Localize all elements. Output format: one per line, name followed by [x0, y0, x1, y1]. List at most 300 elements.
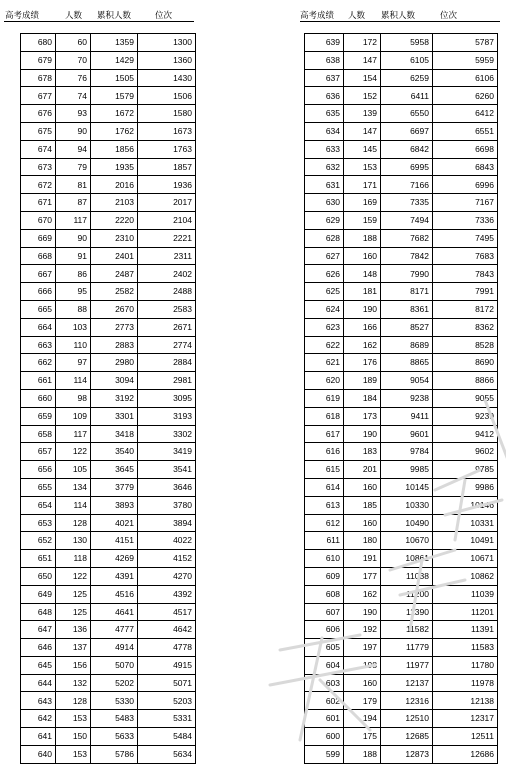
left-table-row: [21, 300, 196, 318]
score-cell: 663: [21, 336, 56, 354]
count-cell: 90: [56, 229, 91, 247]
score-cell: 631: [305, 176, 344, 194]
left-header-cumulative: 累积人数: [97, 11, 132, 21]
count-cell: 160: [344, 674, 381, 692]
count-cell: 190: [344, 300, 381, 318]
cumulative-cell: 1579: [91, 87, 138, 105]
rank-cell: 6843: [433, 158, 498, 176]
rank-cell: 1580: [138, 105, 196, 123]
left-table-row: [21, 105, 196, 123]
count-cell: 137: [56, 639, 91, 657]
rank-cell: 4392: [138, 585, 196, 603]
score-cell: 660: [21, 389, 56, 407]
right-table-row: [305, 265, 498, 283]
score-cell: 633: [305, 140, 344, 158]
score-cell: 645: [21, 656, 56, 674]
rank-cell: 2104: [138, 211, 196, 229]
score-cell: 628: [305, 229, 344, 247]
count-cell: 150: [56, 728, 91, 746]
count-cell: 181: [344, 283, 381, 301]
cumulative-cell: 5786: [91, 745, 138, 763]
rank-cell: 1506: [138, 87, 196, 105]
cumulative-cell: 2670: [91, 300, 138, 318]
right-table-row: [305, 389, 498, 407]
cumulative-cell: 3893: [91, 496, 138, 514]
score-cell: 643: [21, 692, 56, 710]
cumulative-cell: 2220: [91, 211, 138, 229]
rank-cell: 2488: [138, 283, 196, 301]
cumulative-cell: 6550: [381, 105, 433, 123]
rank-cell: 4517: [138, 603, 196, 621]
cumulative-cell: 10490: [381, 514, 433, 532]
score-cell: 666: [21, 283, 56, 301]
rank-cell: 1430: [138, 69, 196, 87]
score-cell: 615: [305, 461, 344, 479]
score-cell: 601: [305, 710, 344, 728]
rank-cell: 11583: [433, 639, 498, 657]
count-cell: 152: [344, 87, 381, 105]
left-table-row: [21, 158, 196, 176]
left-table-row: [21, 229, 196, 247]
rank-cell: 11201: [433, 603, 498, 621]
rank-cell: 1857: [138, 158, 196, 176]
cumulative-cell: 7335: [381, 194, 433, 212]
rank-cell: 3780: [138, 496, 196, 514]
cumulative-cell: 5483: [91, 710, 138, 728]
rank-cell: 10862: [433, 567, 498, 585]
cumulative-cell: 3301: [91, 407, 138, 425]
score-cell: 617: [305, 425, 344, 443]
rank-cell: 7843: [433, 265, 498, 283]
cumulative-cell: 1856: [91, 140, 138, 158]
count-cell: 171: [344, 176, 381, 194]
rank-cell: 9239: [433, 407, 498, 425]
right-header-score: 高考成绩: [300, 11, 335, 21]
left-table-row: [21, 194, 196, 212]
score-cell: 627: [305, 247, 344, 265]
cumulative-cell: 2016: [91, 176, 138, 194]
rank-cell: 12138: [433, 692, 498, 710]
rank-cell: 7336: [433, 211, 498, 229]
rank-cell: 2017: [138, 194, 196, 212]
rank-cell: 12317: [433, 710, 498, 728]
count-cell: 192: [344, 621, 381, 639]
left-header-score: 高考成绩: [5, 11, 40, 21]
score-cell: 675: [21, 122, 56, 140]
score-cell: 614: [305, 478, 344, 496]
rank-cell: 6412: [433, 105, 498, 123]
count-cell: 177: [344, 567, 381, 585]
count-cell: 183: [344, 443, 381, 461]
count-cell: 95: [56, 283, 91, 301]
rank-cell: 1300: [138, 34, 196, 52]
left-table-row: [21, 389, 196, 407]
left-table-row: [21, 211, 196, 229]
rank-cell: 2221: [138, 229, 196, 247]
right-table-row: [305, 621, 498, 639]
count-cell: 136: [56, 621, 91, 639]
count-cell: 128: [56, 692, 91, 710]
score-cell: 650: [21, 567, 56, 585]
rank-cell: 12686: [433, 745, 498, 763]
count-cell: 117: [56, 425, 91, 443]
score-cell: 667: [21, 265, 56, 283]
rank-cell: 7495: [433, 229, 498, 247]
score-cell: 606: [305, 621, 344, 639]
right-table-row: [305, 87, 498, 105]
score-cell: 647: [21, 621, 56, 639]
cumulative-cell: 5330: [91, 692, 138, 710]
count-cell: 201: [344, 461, 381, 479]
right-table-row: [305, 674, 498, 692]
rank-cell: 5484: [138, 728, 196, 746]
count-cell: 162: [344, 585, 381, 603]
rank-cell: 7683: [433, 247, 498, 265]
count-cell: 90: [56, 122, 91, 140]
score-cell: 621: [305, 354, 344, 372]
right-table-row: [305, 603, 498, 621]
right-table-row: [305, 176, 498, 194]
rank-cell: 2671: [138, 318, 196, 336]
rank-cell: 6551: [433, 122, 498, 140]
cumulative-cell: 4391: [91, 567, 138, 585]
cumulative-cell: 3540: [91, 443, 138, 461]
right-table-row: [305, 461, 498, 479]
cumulative-cell: 3192: [91, 389, 138, 407]
score-cell: 618: [305, 407, 344, 425]
cumulative-cell: 6697: [381, 122, 433, 140]
cumulative-cell: 3094: [91, 372, 138, 390]
right-table-row: [305, 122, 498, 140]
cumulative-cell: 8865: [381, 354, 433, 372]
score-cell: 673: [21, 158, 56, 176]
score-cell: 655: [21, 478, 56, 496]
count-cell: 130: [56, 532, 91, 550]
right-table-row: [305, 407, 498, 425]
left-table-row: [21, 674, 196, 692]
score-cell: 670: [21, 211, 56, 229]
cumulative-cell: 3418: [91, 425, 138, 443]
rank-cell: 9785: [433, 461, 498, 479]
cumulative-cell: 1935: [91, 158, 138, 176]
rank-cell: 10331: [433, 514, 498, 532]
count-cell: 191: [344, 550, 381, 568]
left-table-row: [21, 51, 196, 69]
count-cell: 184: [344, 389, 381, 407]
score-cell: 630: [305, 194, 344, 212]
cumulative-cell: 7494: [381, 211, 433, 229]
count-cell: 160: [344, 514, 381, 532]
cumulative-cell: 12510: [381, 710, 433, 728]
score-cell: 639: [305, 34, 344, 52]
right-table-row: [305, 69, 498, 87]
score-cell: 626: [305, 265, 344, 283]
rank-cell: 4642: [138, 621, 196, 639]
cumulative-cell: 7166: [381, 176, 433, 194]
right-table-row: [305, 443, 498, 461]
count-cell: 198: [344, 656, 381, 674]
rank-cell: 5634: [138, 745, 196, 763]
right-table-row: [305, 300, 498, 318]
rank-cell: 8866: [433, 372, 498, 390]
cumulative-cell: 2773: [91, 318, 138, 336]
count-cell: 132: [56, 674, 91, 692]
right-header-count: 人数: [348, 11, 366, 21]
cumulative-cell: 8527: [381, 318, 433, 336]
rank-cell: 6996: [433, 176, 498, 194]
count-cell: 197: [344, 639, 381, 657]
score-cell: 635: [305, 105, 344, 123]
score-cell: 679: [21, 51, 56, 69]
right-table-row: [305, 514, 498, 532]
count-cell: 110: [56, 336, 91, 354]
left-table-row: [21, 710, 196, 728]
cumulative-cell: 5070: [91, 656, 138, 674]
score-cell: 651: [21, 550, 56, 568]
right-table-row: [305, 585, 498, 603]
left-table-row: [21, 692, 196, 710]
right-table-row: [305, 656, 498, 674]
rank-cell: 2884: [138, 354, 196, 372]
score-cell: 654: [21, 496, 56, 514]
left-table-row: [21, 478, 196, 496]
right-table-row: [305, 372, 498, 390]
rank-cell: 5331: [138, 710, 196, 728]
right-table-row: [305, 51, 498, 69]
cumulative-cell: 11200: [381, 585, 433, 603]
rank-cell: 7991: [433, 283, 498, 301]
left-table-row: [21, 34, 196, 52]
count-cell: 86: [56, 265, 91, 283]
score-cell: 637: [305, 69, 344, 87]
cumulative-cell: 11038: [381, 567, 433, 585]
score-cell: 600: [305, 728, 344, 746]
count-cell: 105: [56, 461, 91, 479]
score-cell: 665: [21, 300, 56, 318]
score-cell: 605: [305, 639, 344, 657]
left-table-row: [21, 461, 196, 479]
score-cell: 664: [21, 318, 56, 336]
rank-cell: 6260: [433, 87, 498, 105]
left-table-row: [21, 639, 196, 657]
cumulative-cell: 3779: [91, 478, 138, 496]
score-cell: 622: [305, 336, 344, 354]
cumulative-cell: 6995: [381, 158, 433, 176]
score-cell: 658: [21, 425, 56, 443]
right-table-row: [305, 728, 498, 746]
count-cell: 148: [344, 265, 381, 283]
cumulative-cell: 11977: [381, 656, 433, 674]
cumulative-cell: 2582: [91, 283, 138, 301]
count-cell: 76: [56, 69, 91, 87]
count-cell: 94: [56, 140, 91, 158]
count-cell: 79: [56, 158, 91, 176]
cumulative-cell: 4777: [91, 621, 138, 639]
score-cell: 653: [21, 514, 56, 532]
score-cell: 616: [305, 443, 344, 461]
left-table-row: [21, 354, 196, 372]
count-cell: 180: [344, 532, 381, 550]
cumulative-cell: 2401: [91, 247, 138, 265]
rank-cell: 2583: [138, 300, 196, 318]
rank-cell: 4915: [138, 656, 196, 674]
score-cell: 652: [21, 532, 56, 550]
left-table-row: [21, 372, 196, 390]
score-cell: 638: [305, 51, 344, 69]
rank-cell: 5203: [138, 692, 196, 710]
cumulative-cell: 5202: [91, 674, 138, 692]
cumulative-cell: 10330: [381, 496, 433, 514]
left-table-row: [21, 443, 196, 461]
count-cell: 125: [56, 585, 91, 603]
count-cell: 103: [56, 318, 91, 336]
left-header-rule: [4, 21, 194, 22]
score-cell: 625: [305, 283, 344, 301]
cumulative-cell: 7682: [381, 229, 433, 247]
rank-cell: 10491: [433, 532, 498, 550]
score-cell: 680: [21, 34, 56, 52]
count-cell: 128: [56, 514, 91, 532]
right-table-row: [305, 532, 498, 550]
count-cell: 122: [56, 567, 91, 585]
count-cell: 109: [56, 407, 91, 425]
rank-cell: 11039: [433, 585, 498, 603]
rank-cell: 3193: [138, 407, 196, 425]
cumulative-cell: 6842: [381, 140, 433, 158]
score-cell: 611: [305, 532, 344, 550]
score-cell: 641: [21, 728, 56, 746]
left-header-rank: 位次: [155, 11, 173, 21]
cumulative-cell: 2310: [91, 229, 138, 247]
rank-cell: 3894: [138, 514, 196, 532]
count-cell: 87: [56, 194, 91, 212]
cumulative-cell: 11779: [381, 639, 433, 657]
right-table-row: [305, 158, 498, 176]
right-header-rule: [300, 21, 500, 22]
count-cell: 160: [344, 478, 381, 496]
cumulative-cell: 1429: [91, 51, 138, 69]
count-cell: 160: [344, 247, 381, 265]
count-cell: 188: [344, 229, 381, 247]
rank-cell: 4270: [138, 567, 196, 585]
score-cell: 608: [305, 585, 344, 603]
cumulative-cell: 2883: [91, 336, 138, 354]
cumulative-cell: 12873: [381, 745, 433, 763]
rank-cell: 4022: [138, 532, 196, 550]
cumulative-cell: 7990: [381, 265, 433, 283]
score-cell: 602: [305, 692, 344, 710]
score-cell: 678: [21, 69, 56, 87]
count-cell: 134: [56, 478, 91, 496]
cumulative-cell: 4641: [91, 603, 138, 621]
count-cell: 97: [56, 354, 91, 372]
count-cell: 125: [56, 603, 91, 621]
rank-cell: 6106: [433, 69, 498, 87]
count-cell: 114: [56, 372, 91, 390]
right-table-row: [305, 550, 498, 568]
score-cell: 613: [305, 496, 344, 514]
score-cell: 620: [305, 372, 344, 390]
right-table-row: [305, 211, 498, 229]
rank-cell: 8172: [433, 300, 498, 318]
count-cell: 175: [344, 728, 381, 746]
cumulative-cell: 6411: [381, 87, 433, 105]
count-cell: 91: [56, 247, 91, 265]
cumulative-cell: 4269: [91, 550, 138, 568]
rank-cell: 9055: [433, 389, 498, 407]
cumulative-cell: 4021: [91, 514, 138, 532]
count-cell: 162: [344, 336, 381, 354]
left-table-row: [21, 336, 196, 354]
cumulative-cell: 1672: [91, 105, 138, 123]
count-cell: 139: [344, 105, 381, 123]
left-table-row: [21, 176, 196, 194]
count-cell: 147: [344, 51, 381, 69]
left-table-row: [21, 728, 196, 746]
count-cell: 190: [344, 603, 381, 621]
rank-cell: 8528: [433, 336, 498, 354]
count-cell: 93: [56, 105, 91, 123]
cumulative-cell: 7842: [381, 247, 433, 265]
cumulative-cell: 9411: [381, 407, 433, 425]
score-cell: 619: [305, 389, 344, 407]
score-cell: 612: [305, 514, 344, 532]
right-header-rank: 位次: [440, 11, 458, 21]
rank-cell: 7167: [433, 194, 498, 212]
score-cell: 604: [305, 656, 344, 674]
cumulative-cell: 1505: [91, 69, 138, 87]
score-cell: 634: [305, 122, 344, 140]
right-table-row: [305, 425, 498, 443]
left-table-row: [21, 69, 196, 87]
cumulative-cell: 8689: [381, 336, 433, 354]
right-table-row: [305, 140, 498, 158]
rank-cell: 1936: [138, 176, 196, 194]
rank-cell: 3095: [138, 389, 196, 407]
right-table-row: [305, 194, 498, 212]
rank-cell: 10146: [433, 496, 498, 514]
left-table-row: [21, 514, 196, 532]
cumulative-cell: 12316: [381, 692, 433, 710]
score-cell: 607: [305, 603, 344, 621]
score-cell: 646: [21, 639, 56, 657]
cumulative-cell: 1762: [91, 122, 138, 140]
count-cell: 118: [56, 550, 91, 568]
left-score-table: [20, 33, 196, 764]
score-cell: 610: [305, 550, 344, 568]
left-table-row: [21, 567, 196, 585]
rank-cell: 2774: [138, 336, 196, 354]
left-table-row: [21, 656, 196, 674]
count-cell: 122: [56, 443, 91, 461]
score-cell: 624: [305, 300, 344, 318]
right-table-row: [305, 247, 498, 265]
right-score-table: [304, 33, 498, 764]
score-cell: 669: [21, 229, 56, 247]
right-table-row: [305, 229, 498, 247]
count-cell: 60: [56, 34, 91, 52]
count-cell: 188: [344, 745, 381, 763]
count-cell: 189: [344, 372, 381, 390]
score-cell: 671: [21, 194, 56, 212]
score-cell: 672: [21, 176, 56, 194]
count-cell: 98: [56, 389, 91, 407]
right-table-row: [305, 318, 498, 336]
count-cell: 153: [344, 158, 381, 176]
left-table-row: [21, 585, 196, 603]
cumulative-cell: 4516: [91, 585, 138, 603]
rank-cell: 12511: [433, 728, 498, 746]
